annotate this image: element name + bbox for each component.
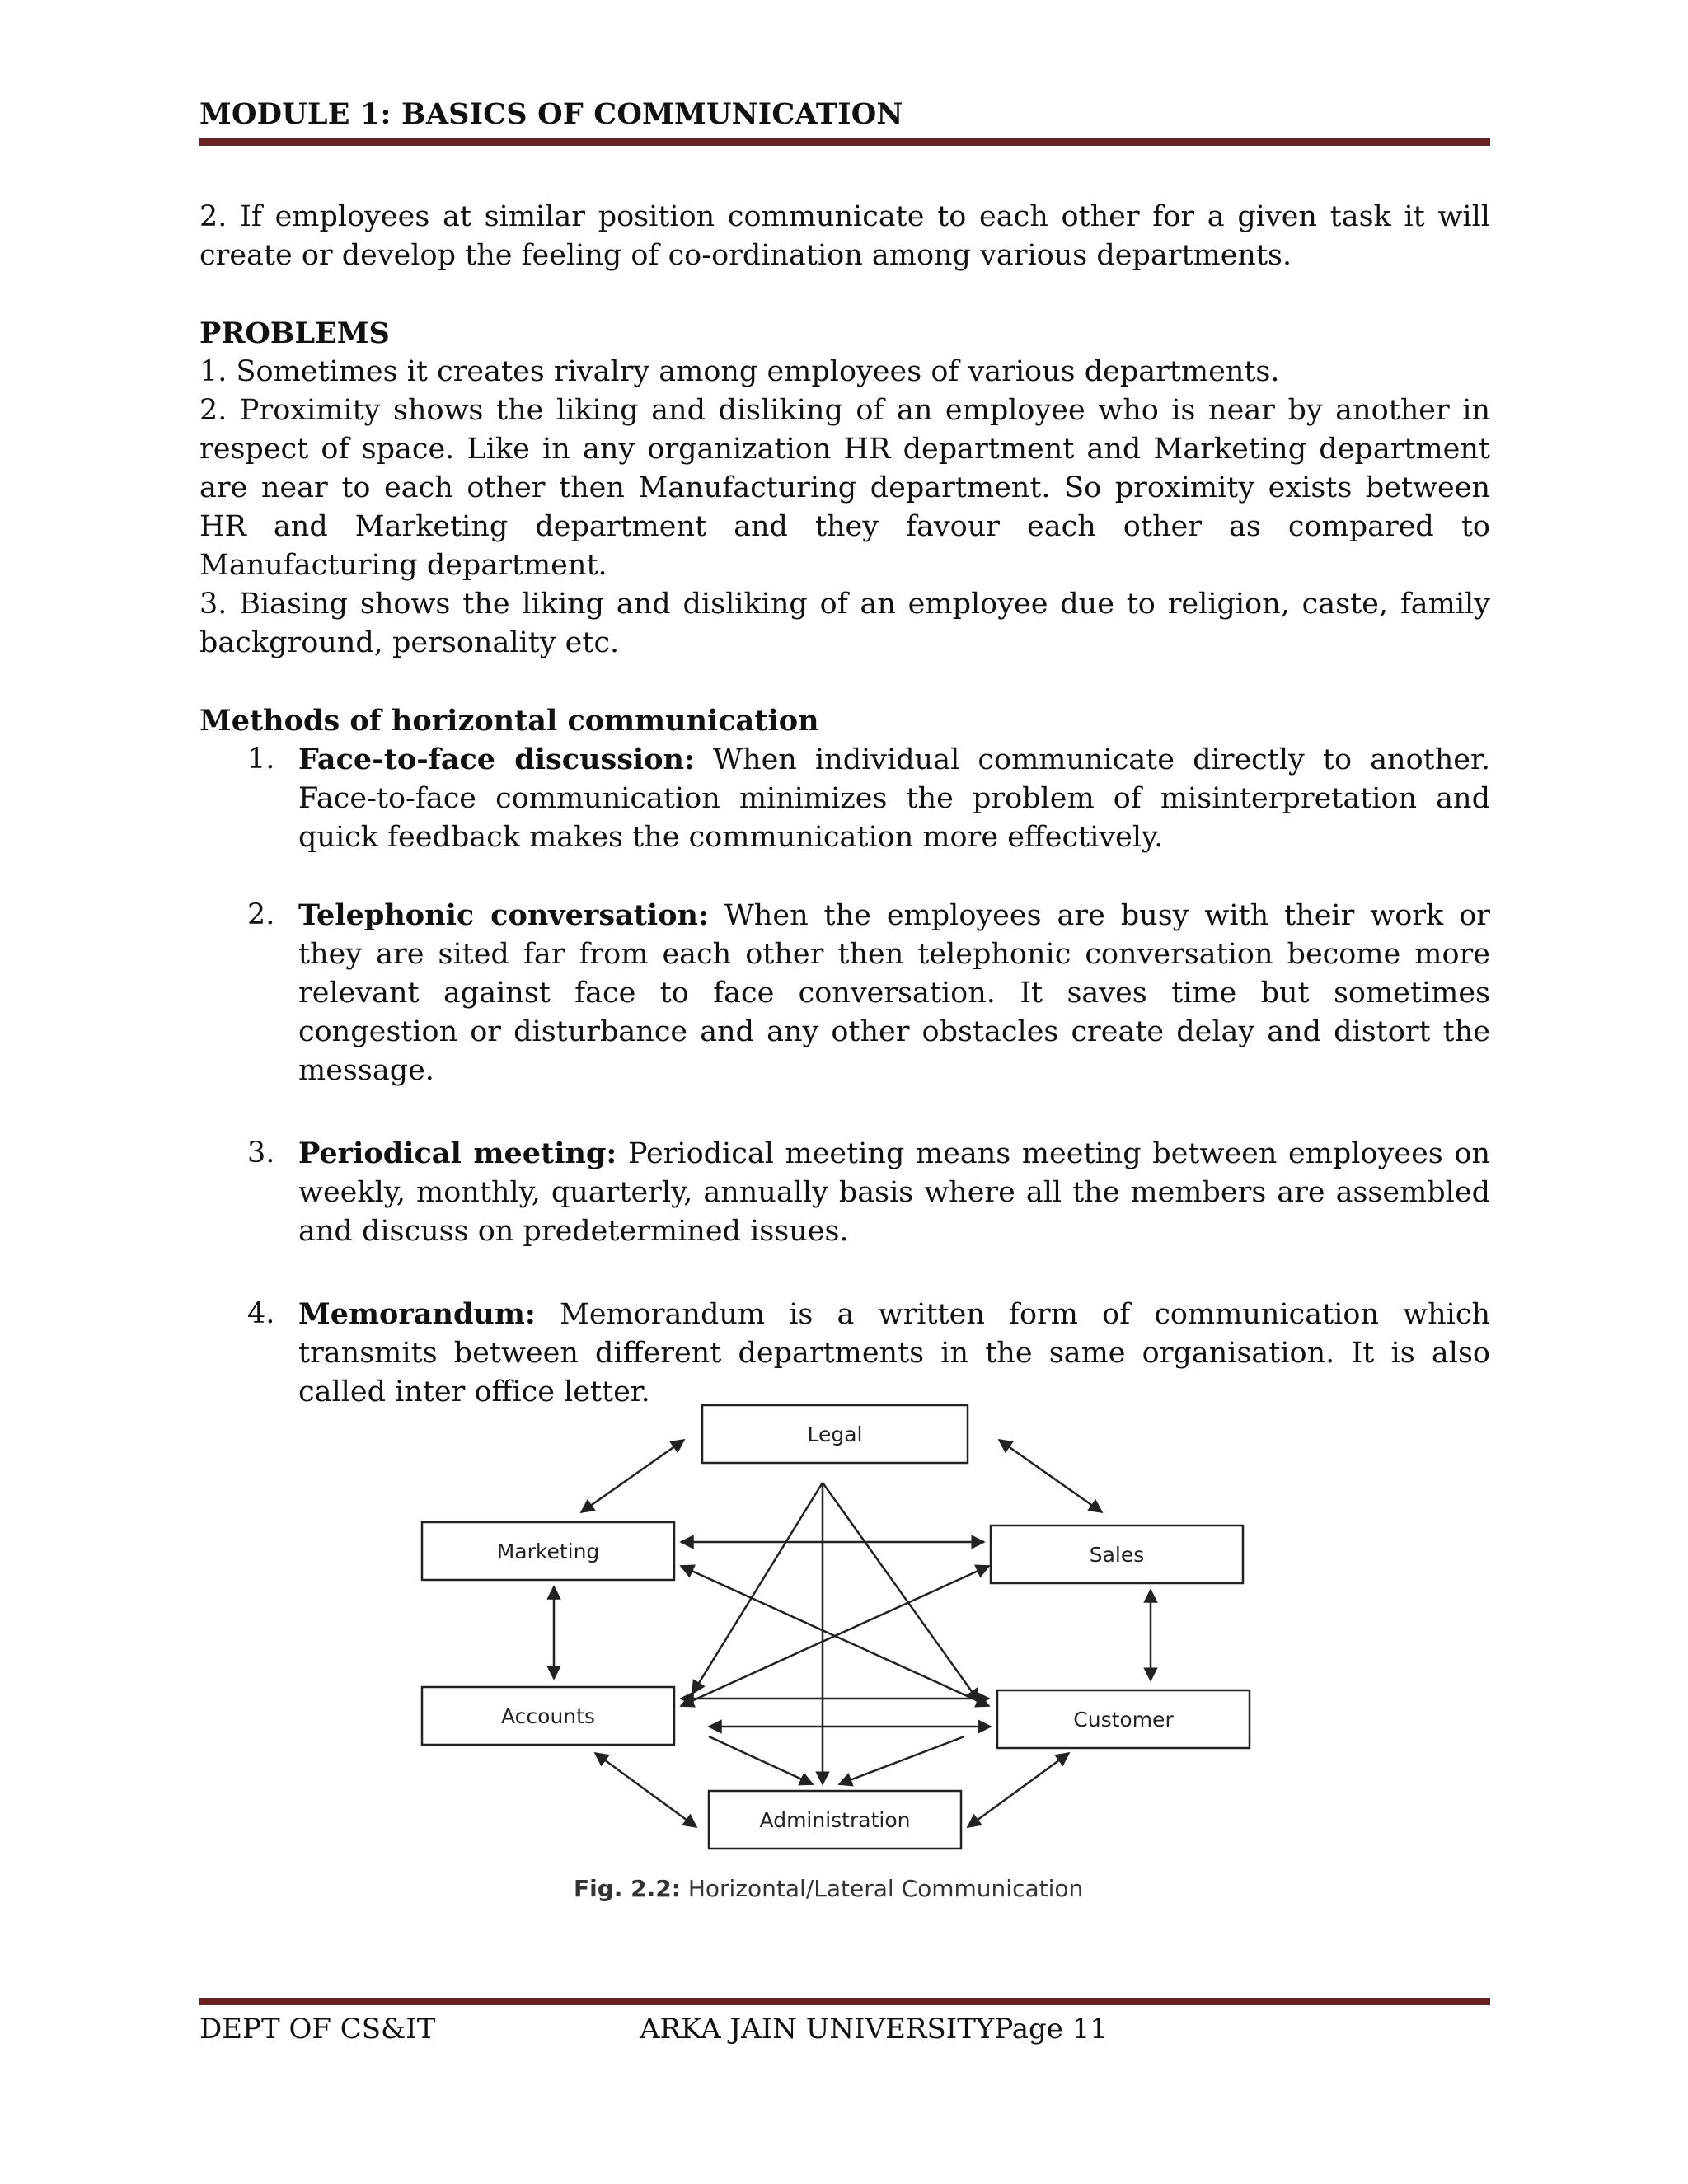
method-item: 1. Face-to-face discussion: When individual communicate directly to another. Face-to-face communication minimizes the problem of misinterpretation and quick feedback makes the communication more effectively.	[247, 743, 1491, 854]
box-administration	[709, 1791, 961, 1849]
problems-heading: PROBLEMS	[199, 316, 390, 350]
footer-university-page: ARKA JAIN UNIVERSITYPage 11	[640, 2013, 1108, 2046]
method-text: Periodical meeting means meeting between employees on weekly, monthly, quarterly, annually basis where all the members are assembled and discuss on predetermined issues.	[298, 1137, 1490, 1248]
problem-item-1: 1. Sometimes it creates rivalry among employees of various departments.	[199, 355, 1280, 388]
method-item: 3. Periodical meeting: Periodical meeting means meeting between employees on weekly, monthly, quarterly, annually basis where all the members are assembled and discuss on predetermined issues.	[247, 1137, 1490, 1248]
box-accounts	[422, 1687, 674, 1745]
problem-item-3: 3. Biasing shows the liking and disliking of an employee due to religion, caste, family background, personality etc.	[199, 588, 1490, 659]
communication-diagram	[412, 1397, 1261, 1916]
figure-caption	[574, 1875, 1083, 1902]
diagram-arrows	[554, 1440, 1151, 1827]
method-term: Telephonic conversation:	[298, 898, 709, 932]
body-text	[199, 198, 1490, 1412]
diagram-svg	[412, 1397, 1261, 1867]
box-customer	[997, 1690, 1250, 1748]
figure-caption-text: Horizontal/Lateral Communication	[680, 1875, 1084, 1902]
method-item: 2. Telephonic conversation: When the employees are busy with their work or they are sited far from each other then telephonic conversation become more relevant against face to face conversation. It saves time but sometimes congestion or disturbance and any other obstacles create delay and distort the message.	[247, 898, 1490, 1087]
intro-point-2: 2. If employees at similar position communicate to each other for a given task it will create or develop the feeling of co-ordination among various departments.	[199, 200, 1490, 272]
figure-number: Fig. 2.2:	[574, 1875, 681, 1902]
box-legal	[702, 1405, 968, 1463]
problem-item-2: 2. Proximity shows the liking and disliking of an employee who is near by another in respect of space. Like in any organization HR department and Marketing department are near to each other then Manufacturing department. So proximity exists between HR and Marketing department and they favour each other as compared to Manufacturing department.	[199, 394, 1490, 582]
methods-list	[199, 740, 1490, 1412]
box-accounts-label: Accounts	[501, 1704, 595, 1728]
header-rule	[199, 138, 1490, 146]
method-term: Periodical meeting:	[298, 1137, 617, 1170]
method-item: 4. Memorandum: Memorandum is a written form of communication which transmits between different departments in the same organisation. It is also called inter office letter.	[247, 1297, 1490, 1408]
box-sales	[991, 1526, 1243, 1583]
box-marketing-label: Marketing	[496, 1540, 600, 1563]
box-administration-label: Administration	[759, 1808, 911, 1832]
module-title: MODULE 1: BASICS OF COMMUNICATION	[199, 97, 903, 131]
box-customer-label: Customer	[1073, 1708, 1174, 1732]
method-text: When individual communicate directly to another. Face-to-face communication minimizes the problem of misinterpretation and quick feedback makes the communication more effectively.	[298, 743, 1491, 854]
methods-heading: Methods of horizontal communication	[199, 704, 819, 738]
box-marketing	[422, 1522, 674, 1580]
footer-rule	[199, 1998, 1490, 2005]
method-term: Memorandum:	[298, 1297, 536, 1331]
method-text: Memorandum is a written form of communication which transmits between different departments in the same organisation. It is also called inter office letter.	[298, 1298, 1490, 1408]
box-sales-label: Sales	[1089, 1543, 1145, 1567]
footer-dept: DEPT OF CS&IT	[199, 2013, 436, 2046]
method-text: When the employees are busy with their work or they are sited far from each other then telephonic conversation become more relevant against face to face conversation. It saves time but sometimes congestion or disturbance and any other obstacles create delay and distort the message.	[298, 899, 1490, 1087]
box-legal-label: Legal	[807, 1422, 863, 1446]
method-term: Face-to-face discussion:	[298, 743, 695, 776]
